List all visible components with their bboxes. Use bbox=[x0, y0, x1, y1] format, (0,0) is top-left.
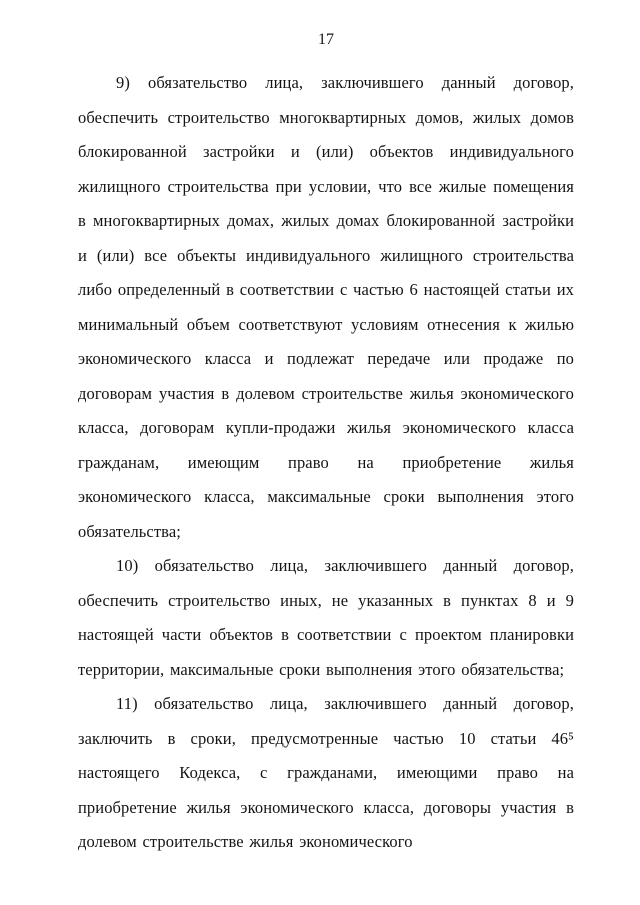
paragraph-item-10: 10) обязательство лица, заключившего данный договор, обеспечить строительство иных, не указанных в пунктах 8 и 9 настоящей части объектов в соответствии с проектом планировки территории, максимальные сроки выполнения этого обязательства; bbox=[78, 556, 574, 679]
document-body bbox=[78, 66, 574, 860]
page-number: 17 bbox=[318, 31, 334, 48]
paragraph-item-9: 9) обязательство лица, заключившего данный договор, обеспечить строительство многоквартирных домов, жилых домов блокированной застройки и (или) объектов индивидуального жилищного строительства при условии, что все жилые помещения в многоквартирных домах, жилых домах блокированной застройки и (или) все объекты индивидуального жилищного строительства либо определенный в соответствии с частью 6 настоящей статьи их минимальный объем соответствуют условиям отнесения к жилью экономического класса и подлежат передаче или продаже по договорам участия в долевом строительстве жилья экономического класса, договорам купли-продажи жилья экономического класса гражданам, имеющим право на приобретение жилья экономического класса, максимальные сроки выполнения этого обязательства; bbox=[78, 73, 574, 541]
paragraph-item-11: 11) обязательство лица, заключившего данный договор, заключить в сроки, предусмотренные частью 10 статьи 46⁵ настоящего Кодекса, с гражданами, имеющими право на приобретение жилья экономического класса, договоры участия в долевом строительстве жилья экономического bbox=[78, 694, 574, 851]
